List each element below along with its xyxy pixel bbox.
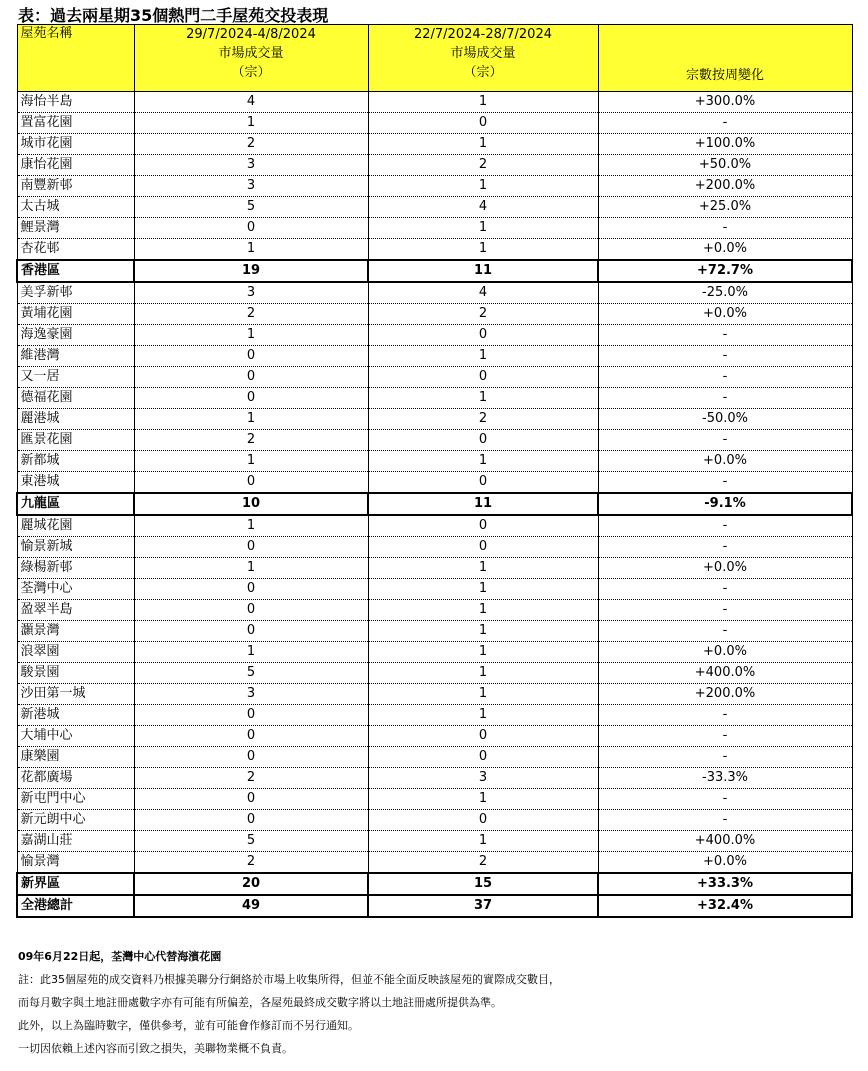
volume-period2: 0: [368, 472, 598, 494]
volume-period1: 5: [134, 663, 368, 684]
volume-period1: 0: [134, 621, 368, 642]
footnotes: [18, 945, 560, 1060]
estate-name: 美孚新邨: [17, 282, 134, 304]
table-row: [17, 388, 852, 409]
volume-period2: 15: [368, 873, 598, 895]
volume-period1: 3: [134, 282, 368, 304]
volume-period2: 37: [368, 895, 598, 917]
volume-period1: 1: [134, 451, 368, 472]
volume-period1: 5: [134, 831, 368, 852]
volume-period1: 1: [134, 239, 368, 261]
header-change: 宗數按周變化: [598, 25, 852, 92]
weekly-change: -: [598, 430, 852, 451]
table-row: [17, 155, 852, 176]
volume-period2: 0: [368, 430, 598, 451]
volume-period1: 0: [134, 705, 368, 726]
header-period1: [134, 25, 368, 92]
weekly-change: +0.0%: [598, 642, 852, 663]
volume-period2: 2: [368, 852, 598, 874]
volume-period2: 1: [368, 558, 598, 579]
estate-name: 荃灣中心: [17, 579, 134, 600]
note-disclaimer-2: 而每月數字與土地註冊處數字亦有可能有所偏差，各屋苑最終成交數字將以土地註冊處所提供為準。: [18, 996, 502, 1009]
table-row: [17, 113, 852, 134]
weekly-change: -: [598, 579, 852, 600]
volume-period1: 1: [134, 515, 368, 537]
table-row: [17, 726, 852, 747]
table-row: [17, 789, 852, 810]
weekly-change: -: [598, 789, 852, 810]
weekly-change: -: [598, 472, 852, 494]
estate-name: 新港城: [17, 705, 134, 726]
volume-period2: 1: [368, 346, 598, 367]
volume-period2: 1: [368, 176, 598, 197]
weekly-change: +200.0%: [598, 684, 852, 705]
page-title: 表：過去兩星期35個熱門二手屋苑交投表現: [18, 6, 329, 25]
weekly-change: -: [598, 726, 852, 747]
volume-period1: 1: [134, 558, 368, 579]
estate-name: 城市花園: [17, 134, 134, 155]
table-row: [17, 218, 852, 239]
weekly-change: -9.1%: [598, 493, 852, 515]
volume-period1: 3: [134, 155, 368, 176]
table-row: [17, 176, 852, 197]
volume-period1: 0: [134, 747, 368, 768]
volume-period2: 0: [368, 515, 598, 537]
volume-period2: 0: [368, 726, 598, 747]
volume-period1: 0: [134, 579, 368, 600]
weekly-change: -: [598, 346, 852, 367]
table-row: [17, 768, 852, 789]
estate-name: 東港城: [17, 472, 134, 494]
volume-period2: 4: [368, 197, 598, 218]
weekly-change: +0.0%: [598, 451, 852, 472]
weekly-change: +72.7%: [598, 260, 852, 282]
transactions-table: [16, 24, 853, 918]
estate-name: 海怡半島: [17, 92, 134, 113]
volume-period1: 0: [134, 726, 368, 747]
table-row: [17, 346, 852, 367]
estate-name: 麗城花園: [17, 515, 134, 537]
subtotal-row: [17, 895, 852, 917]
weekly-change: -50.0%: [598, 409, 852, 430]
volume-period2: 1: [368, 684, 598, 705]
volume-period2: 0: [368, 113, 598, 134]
volume-period1: 1: [134, 642, 368, 663]
weekly-change: -: [598, 600, 852, 621]
estate-name: 維港灣: [17, 346, 134, 367]
volume-period1: 1: [134, 325, 368, 346]
volume-period2: 1: [368, 789, 598, 810]
table-row: [17, 684, 852, 705]
estate-name: 綠楊新邨: [17, 558, 134, 579]
estate-name: 新界區: [17, 873, 134, 895]
volume-period2: 1: [368, 451, 598, 472]
note-disclaimer-4: 一切因依賴上述內容而引致之損失，美聯物業概不負責。: [18, 1042, 293, 1055]
volume-period1: 10: [134, 493, 368, 515]
weekly-change: -: [598, 113, 852, 134]
volume-period1: 2: [134, 134, 368, 155]
volume-period2: 1: [368, 600, 598, 621]
estate-name: 又一居: [17, 367, 134, 388]
volume-period2: 0: [368, 810, 598, 831]
header-period1-label: 市場成交量: [218, 46, 284, 61]
table-row: [17, 197, 852, 218]
weekly-change: -: [598, 218, 852, 239]
weekly-change: +0.0%: [598, 239, 852, 261]
estate-name: 新屯門中心: [17, 789, 134, 810]
volume-period1: 0: [134, 472, 368, 494]
header-period2: [368, 25, 598, 92]
estate-name: 杏花邨: [17, 239, 134, 261]
weekly-change: +300.0%: [598, 92, 852, 113]
weekly-change: -: [598, 705, 852, 726]
weekly-change: -: [598, 388, 852, 409]
weekly-change: -25.0%: [598, 282, 852, 304]
weekly-change: +50.0%: [598, 155, 852, 176]
table-row: [17, 537, 852, 558]
header-period2-dates: 22/7/2024-28/7/2024: [413, 27, 552, 42]
volume-period2: 1: [368, 218, 598, 239]
weekly-change: -: [598, 325, 852, 346]
table-row: [17, 747, 852, 768]
volume-period1: 2: [134, 430, 368, 451]
estate-name: 灝景灣: [17, 621, 134, 642]
note-disclaimer-3: 此外，以上為臨時數字，僅供參考，並有可能會作修訂而不另行通知。: [18, 1019, 359, 1032]
weekly-change: +0.0%: [598, 852, 852, 874]
table-row: [17, 642, 852, 663]
table-row: [17, 304, 852, 325]
subtotal-row: [17, 873, 852, 895]
volume-period1: 0: [134, 346, 368, 367]
volume-period2: 2: [368, 304, 598, 325]
volume-period2: 1: [368, 642, 598, 663]
volume-period1: 19: [134, 260, 368, 282]
weekly-change: +400.0%: [598, 831, 852, 852]
weekly-change: -: [598, 747, 852, 768]
volume-period2: 1: [368, 831, 598, 852]
volume-period2: 1: [368, 621, 598, 642]
volume-period1: 2: [134, 768, 368, 789]
volume-period1: 0: [134, 810, 368, 831]
weekly-change: +100.0%: [598, 134, 852, 155]
volume-period2: 0: [368, 747, 598, 768]
estate-name: 太古城: [17, 197, 134, 218]
weekly-change: -33.3%: [598, 768, 852, 789]
estate-name: 置富花園: [17, 113, 134, 134]
table-row: [17, 558, 852, 579]
estate-name: 大埔中心: [17, 726, 134, 747]
header-period2-label: 市場成交量: [450, 46, 516, 61]
estate-name: 匯景花園: [17, 430, 134, 451]
table-row: [17, 579, 852, 600]
volume-period1: 2: [134, 852, 368, 874]
weekly-change: -: [598, 537, 852, 558]
volume-period2: 1: [368, 579, 598, 600]
volume-period1: 2: [134, 304, 368, 325]
volume-period1: 20: [134, 873, 368, 895]
estate-name: 康怡花園: [17, 155, 134, 176]
table-header-row: [17, 25, 852, 92]
table-row: [17, 451, 852, 472]
volume-period1: 0: [134, 789, 368, 810]
estate-name: 新元朗中心: [17, 810, 134, 831]
header-name: 屋苑名稱: [17, 25, 134, 92]
estate-name: 花都廣場: [17, 768, 134, 789]
volume-period2: 1: [368, 239, 598, 261]
estate-name: 鯉景灣: [17, 218, 134, 239]
volume-period1: 1: [134, 113, 368, 134]
estate-name: 沙田第一城: [17, 684, 134, 705]
volume-period1: 5: [134, 197, 368, 218]
table-row: [17, 621, 852, 642]
table-row: [17, 367, 852, 388]
estate-name: 盈翠半島: [17, 600, 134, 621]
weekly-change: -: [598, 367, 852, 388]
table-row: [17, 472, 852, 494]
volume-period2: 11: [368, 493, 598, 515]
estate-name: 麗港城: [17, 409, 134, 430]
estate-name: 愉景新城: [17, 537, 134, 558]
volume-period2: 2: [368, 409, 598, 430]
table-row: [17, 430, 852, 451]
weekly-change: +0.0%: [598, 558, 852, 579]
header-period1-dates: 29/7/2024-4/8/2024: [186, 27, 316, 42]
volume-period2: 0: [368, 367, 598, 388]
weekly-change: +25.0%: [598, 197, 852, 218]
volume-period1: 0: [134, 388, 368, 409]
table-row: [17, 282, 852, 304]
volume-period1: 4: [134, 92, 368, 113]
table-row: [17, 515, 852, 537]
weekly-change: +400.0%: [598, 663, 852, 684]
table-row: [17, 92, 852, 113]
estate-name: 南豐新邨: [17, 176, 134, 197]
table-row: [17, 325, 852, 346]
volume-period1: 0: [134, 537, 368, 558]
table-row: [17, 134, 852, 155]
estate-name: 海逸豪園: [17, 325, 134, 346]
weekly-change: +32.4%: [598, 895, 852, 917]
estate-name: 香港區: [17, 260, 134, 282]
volume-period1: 49: [134, 895, 368, 917]
weekly-change: -: [598, 621, 852, 642]
weekly-change: -: [598, 515, 852, 537]
estate-name: 愉景灣: [17, 852, 134, 874]
weekly-change: +33.3%: [598, 873, 852, 895]
estate-name: 康樂園: [17, 747, 134, 768]
subtotal-row: [17, 260, 852, 282]
volume-period1: 3: [134, 176, 368, 197]
estate-name: 九龍區: [17, 493, 134, 515]
volume-period1: 3: [134, 684, 368, 705]
header-period1-unit: （宗）: [231, 65, 271, 80]
note-replacement: 09年6月22日起，荃灣中心代替海濱花園: [18, 950, 222, 963]
table-row: [17, 852, 852, 874]
table-row: [17, 705, 852, 726]
table-row: [17, 810, 852, 831]
table-row: [17, 831, 852, 852]
volume-period2: 1: [368, 134, 598, 155]
volume-period2: 0: [368, 325, 598, 346]
weekly-change: -: [598, 810, 852, 831]
weekly-change: +200.0%: [598, 176, 852, 197]
volume-period2: 11: [368, 260, 598, 282]
estate-name: 德福花園: [17, 388, 134, 409]
table-row: [17, 600, 852, 621]
weekly-change: +0.0%: [598, 304, 852, 325]
volume-period1: 0: [134, 367, 368, 388]
estate-name: 浪翠園: [17, 642, 134, 663]
table-row: [17, 239, 852, 261]
estate-name: 全港總計: [17, 895, 134, 917]
volume-period1: 1: [134, 409, 368, 430]
volume-period2: 1: [368, 388, 598, 409]
volume-period2: 1: [368, 705, 598, 726]
volume-period2: 1: [368, 92, 598, 113]
estate-name: 駿景園: [17, 663, 134, 684]
volume-period1: 0: [134, 600, 368, 621]
estate-name: 嘉湖山莊: [17, 831, 134, 852]
volume-period2: 2: [368, 155, 598, 176]
volume-period2: 1: [368, 663, 598, 684]
volume-period1: 0: [134, 218, 368, 239]
estate-name: 新都城: [17, 451, 134, 472]
table-row: [17, 663, 852, 684]
table-row: [17, 409, 852, 430]
subtotal-row: [17, 493, 852, 515]
header-period2-unit: （宗）: [463, 65, 503, 80]
note-disclaimer-1: 註：此35個屋苑的成交資料乃根據美聯分行網絡於市場上收集所得，但並不能全面反映該屋苑的實際成交數目，: [18, 973, 560, 986]
volume-period2: 3: [368, 768, 598, 789]
estate-name: 黃埔花園: [17, 304, 134, 325]
volume-period2: 4: [368, 282, 598, 304]
volume-period2: 0: [368, 537, 598, 558]
